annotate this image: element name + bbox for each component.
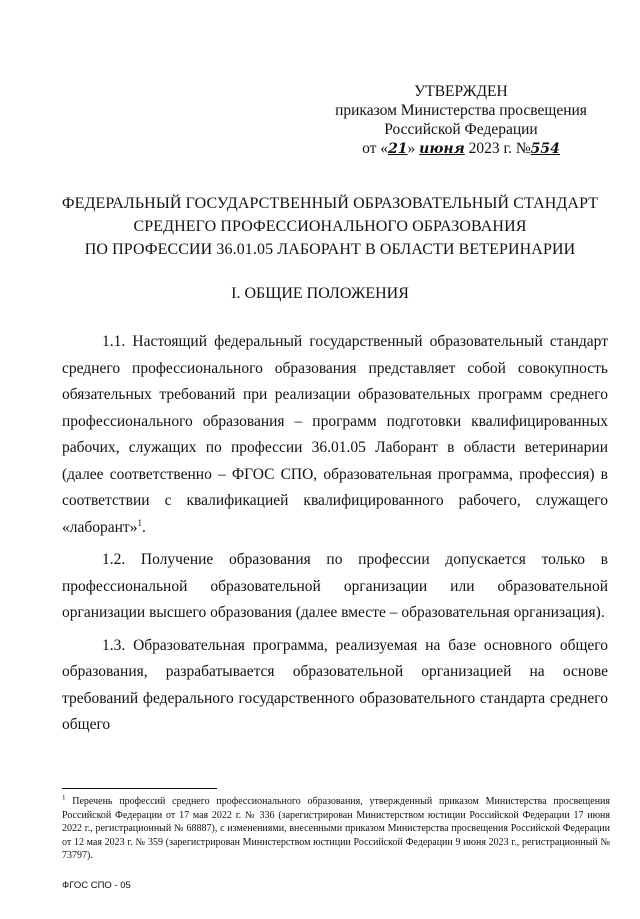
section-heading: I. ОБЩИЕ ПОЛОЖЕНИЯ bbox=[231, 285, 409, 302]
date-quote-close: » bbox=[407, 140, 416, 157]
footnote-marker: 1 bbox=[62, 793, 66, 802]
title-line-3: ПО ПРОФЕССИИ 36.01.05 ЛАБОРАНТ В ОБЛАСТИ ВЕТЕРИНАРИИ bbox=[84, 241, 576, 258]
approval-order-line: приказом Министерства просвещения bbox=[335, 102, 587, 119]
title-line-1: ФЕДЕРАЛЬНЫЙ ГОСУДАРСТВЕННЫЙ ОБРАЗОВАТЕЛЬНЫЙ СТАНДАРТ bbox=[61, 195, 599, 212]
footnote-divider bbox=[62, 788, 217, 789]
approval-date-line bbox=[330, 139, 592, 159]
page-code: ФГОС СПО - 05 bbox=[62, 880, 131, 891]
footnote-ref: 1 bbox=[137, 517, 142, 528]
paragraph-1-1-end: . bbox=[141, 518, 146, 536]
paragraph-1-1 bbox=[62, 329, 608, 541]
title-line-2: СРЕДНЕГО ПРОФЕССИОНАЛЬНОГО ОБРАЗОВАНИЯ bbox=[133, 218, 527, 235]
handwritten-day: 21 bbox=[388, 141, 408, 157]
footnote bbox=[62, 795, 610, 863]
date-prefix: от « bbox=[362, 140, 389, 157]
handwritten-month: июня bbox=[419, 141, 465, 157]
paragraph-1-2: 1.2. Получение образования по профессии допускается только в профессиональной образовательной организации или образовательной организации высшего образования (далее вместе – образовательная организация). bbox=[62, 551, 608, 621]
date-year: 2023 г. № bbox=[468, 140, 531, 157]
handwritten-order-number: 554 bbox=[530, 141, 560, 157]
standard-title bbox=[60, 192, 600, 261]
footnote-text: Перечень профессий среднего профессионального образования, утвержденный приказом Министерства просвещения Российской Федерации от 17 мая 2022 г. № 336 (зарегистрирован Министерством юстиции Российской Федерации 17 июня 2022 г., регистрационный № 68887), с изменениями, внесенными приказом Министерства просвещения Российской Федерации от 12 мая 2023 г. № 359 (зарегистрирован Министерством юстиции Российской Федерации 9 июня 2023 г., регистрационный № 73797). bbox=[62, 796, 610, 862]
approval-block bbox=[330, 82, 592, 159]
body-text bbox=[62, 329, 608, 745]
paragraph-1-1-text: 1.1. Настоящий федеральный государственный образовательный стандарт среднего профессионального образования представляет собой совокупность обязательных требований при реализации образовательных программ среднего профессионального образования – программ подготовки квалифицированных рабочих, служащих по профессии 36.01.05 Лаборант в области ветеринарии (далее соответственно – ФГОС СПО, образовательная программа, профессия) в соответствии с квалификацией квалифицированного рабочего, служащего «лаборант» bbox=[62, 333, 608, 536]
approval-title: УТВЕРЖДЕН bbox=[414, 83, 508, 100]
paragraph-1-3: 1.3. Образовательная программа, реализуемая на базе основного общего образования, разрабатывается образовательной организацией на основе требований федерального государственного образовательного стандарта среднего общего bbox=[62, 636, 608, 733]
approval-country-line: Российской Федерации bbox=[384, 121, 538, 138]
